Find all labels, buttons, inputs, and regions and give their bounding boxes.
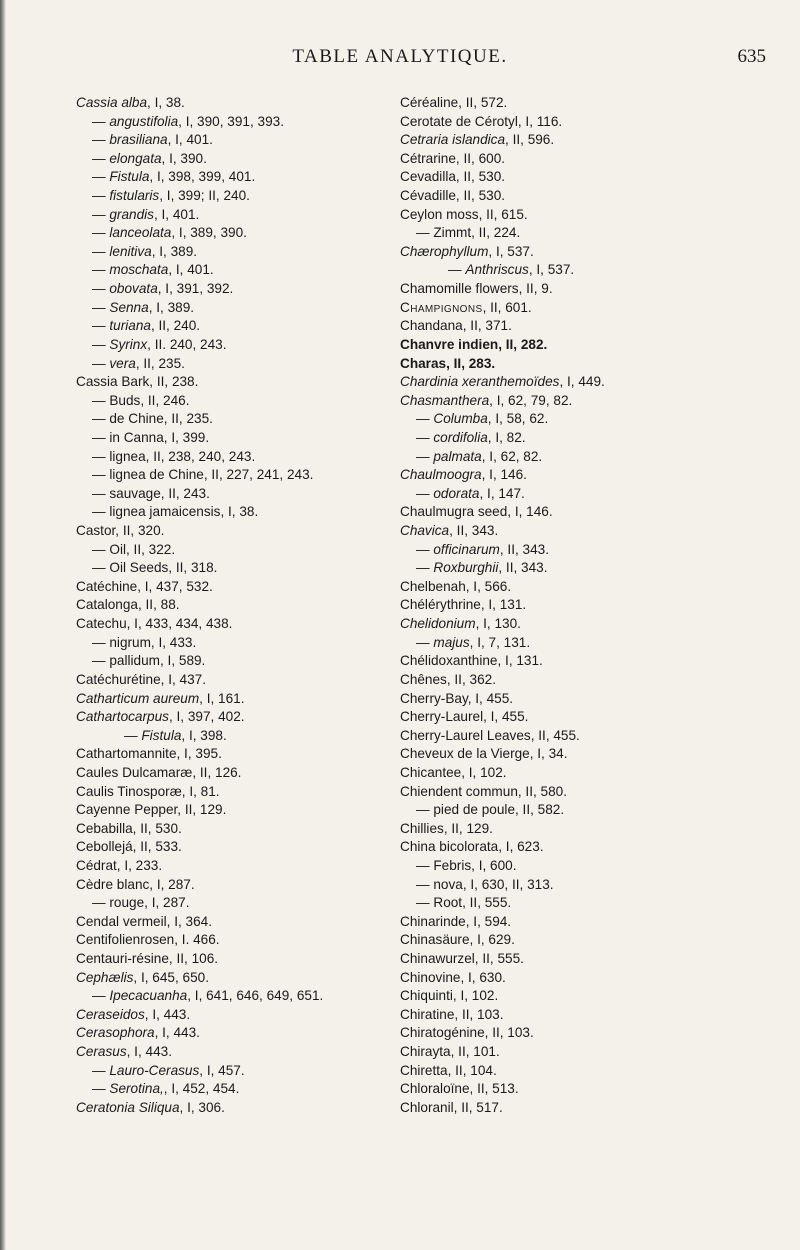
index-text: Centifolienrosen, I. 466. [76, 932, 220, 948]
index-entry [76, 410, 396, 429]
index-text: Chicantee, I, 102. [400, 764, 507, 780]
index-text: Chênes, II, 362. [400, 671, 496, 687]
index-term-italic: lenitiva [109, 243, 152, 259]
index-entry [76, 950, 396, 969]
index-text: — [92, 299, 110, 315]
index-term-italic: lanceolata [109, 225, 172, 241]
index-text: , I, 38. [147, 95, 185, 110]
index-entry [400, 764, 780, 783]
index-text: Chiratine, II, 103. [400, 1006, 504, 1022]
index-text: China bicolorata, I, 623. [400, 839, 544, 855]
index-text: Chinasäure, I, 629. [400, 932, 515, 948]
index-text: , I, 7, 131. [469, 634, 531, 650]
index-text: — [448, 262, 466, 278]
index-text: Chloraloïne, II, 513. [400, 1081, 519, 1097]
index-entry [400, 410, 780, 429]
index-entry [400, 634, 780, 653]
index-entry [76, 150, 396, 169]
index-term-italic: Fistula [141, 727, 182, 743]
index-entry [400, 187, 780, 206]
index-text: , I, 457. [199, 1062, 245, 1078]
index-term-italic: moschata [109, 262, 169, 278]
index-entry [76, 783, 396, 802]
index-text: Caulis Tinosporæ, I, 81. [76, 783, 220, 799]
index-text: — sauvage, II, 243. [92, 485, 210, 501]
index-entry [400, 857, 780, 876]
index-text: Chélidoxanthine, I, 131. [400, 653, 543, 669]
index-text: — lignea, II, 238, 240, 243. [92, 448, 256, 464]
index-entry [76, 1043, 396, 1062]
index-entry [400, 596, 780, 615]
index-text: Charas, II, 283. [400, 355, 496, 371]
index-term-italic: majus [433, 634, 470, 650]
index-text: — [92, 336, 110, 352]
index-text: Chloranil, II, 517. [400, 1099, 503, 1115]
index-text: Cerotate de Cérotyl, I, 116. [400, 113, 563, 129]
index-text: , I, 390. [161, 150, 207, 166]
index-text: Chinarinde, I, 594. [400, 913, 512, 929]
index-entry [76, 745, 396, 764]
index-entry [76, 1062, 396, 1081]
index-term-italic: vera [109, 355, 136, 371]
index-text: Chiendent commun, II, 580. [400, 783, 567, 799]
index-text: Céréaline, II, 572. [400, 95, 508, 110]
index-entry [400, 931, 780, 950]
index-text: — [416, 634, 434, 650]
index-entry [400, 113, 780, 132]
index-entry [400, 94, 780, 113]
index-entry [76, 299, 396, 318]
index-entry [76, 690, 396, 709]
index-entry [76, 857, 396, 876]
index-entry [76, 168, 396, 187]
index-entry [400, 727, 780, 746]
index-text: , I, 397, 402. [168, 709, 245, 725]
index-text: — [416, 541, 434, 557]
index-text: Centauri-résine, II, 106. [76, 951, 219, 967]
index-text: , I, 82. [487, 429, 526, 445]
index-text: , II, 601. [482, 299, 532, 315]
index-text: , I, 146. [481, 467, 527, 483]
index-text: Chiretta, II, 104. [400, 1062, 497, 1078]
index-text: — [416, 448, 434, 464]
index-text: — [92, 318, 110, 334]
index-entry [76, 578, 396, 597]
index-text: Chandana, II, 371. [400, 318, 512, 334]
index-text: — Febris, I, 600. [416, 857, 517, 873]
index-entry [76, 261, 396, 280]
index-entry [76, 652, 396, 671]
index-text: , II, 343. [498, 560, 548, 576]
index-entry [400, 820, 780, 839]
index-text: , I, 641, 646, 649, 651. [187, 988, 324, 1004]
index-entry [400, 261, 780, 280]
index-entry [400, 783, 780, 802]
index-text: Chiquinti, I, 102. [400, 988, 499, 1004]
index-term-italic: turiana [109, 318, 151, 334]
index-term-italic: elongata [109, 150, 162, 166]
index-text: — [92, 188, 110, 204]
index-entry [400, 485, 780, 504]
index-text: , I, 449. [559, 374, 605, 390]
index-text: Cédrat, I, 233. [76, 857, 163, 873]
index-entry [400, 615, 780, 634]
index-entry [76, 243, 396, 262]
index-entry [400, 969, 780, 988]
index-text: , I, 452, 454. [163, 1081, 240, 1097]
index-entry [76, 913, 396, 932]
index-entry [400, 206, 780, 225]
index-entry [400, 336, 780, 355]
index-term-italic: Catharticum aureum [76, 690, 200, 706]
index-entry [400, 745, 780, 764]
index-text: — nova, I, 630, II, 313. [416, 876, 554, 892]
index-term-italic: Ipecacuanha [109, 988, 188, 1004]
index-term-italic: cordifolia [433, 429, 488, 445]
index-text: , I, 645, 650. [133, 969, 209, 985]
index-text: , II, 235. [135, 355, 185, 371]
index-entry [400, 299, 780, 318]
index-term-italic: Cephælis [76, 969, 134, 985]
index-term-italic: grandis [109, 206, 154, 222]
index-entry [400, 950, 780, 969]
index-entry [76, 485, 396, 504]
index-text: — lignea de Chine, II, 227, 241, 243. [92, 467, 314, 483]
index-text: — [92, 988, 110, 1004]
index-entry [76, 634, 396, 653]
page-number: 635 [737, 46, 766, 67]
index-term-italic: Senna [109, 299, 149, 315]
index-text: Chaulmugra seed, I, 146. [400, 504, 553, 520]
index-entry [76, 559, 396, 578]
index-text: , II, 596. [505, 132, 555, 148]
index-entry [400, 559, 780, 578]
index-term-italic: officinarum [433, 541, 500, 557]
page-header [0, 46, 800, 86]
index-text: Catéchurétine, I, 437. [76, 671, 206, 687]
index-entry [400, 280, 780, 299]
index-text: , I, 443. [126, 1044, 172, 1060]
index-text: Catechu, I, 433, 434, 438. [76, 616, 233, 632]
index-text: , I, 161. [199, 690, 245, 706]
index-text: , I, 389. [148, 299, 195, 315]
index-entry [76, 1099, 396, 1118]
index-text: , I, 306. [179, 1099, 225, 1115]
index-term-italic: Chasmanthera [400, 392, 490, 408]
index-text: Cathartomannite, I, 395. [76, 746, 222, 762]
index-text: Cheveux de la Vierge, I, 34. [400, 746, 568, 762]
index-text: Chanvre indien, II, 282. [400, 336, 548, 352]
index-entry [76, 206, 396, 225]
index-entry [400, 652, 780, 671]
index-entry [76, 503, 396, 522]
index-text: , II, 240. [150, 318, 201, 334]
index-text: — [92, 281, 110, 297]
index-entry [400, 466, 780, 485]
index-text: , I, 130. [475, 616, 521, 632]
index-term-italic: Syrinx [109, 336, 148, 352]
index-text: , I, 399; II, 240. [159, 188, 250, 204]
index-entry [400, 168, 780, 187]
index-entry [400, 243, 780, 262]
index-text: — Oil, II, 322. [92, 541, 176, 557]
index-text: — [92, 113, 110, 129]
index-text: Cévadille, II, 530. [400, 188, 506, 204]
index-term-italic: Chaulmoogra [400, 467, 482, 483]
index-term-italic: Anthriscus [465, 262, 529, 278]
index-entry [400, 671, 780, 690]
index-text: — [124, 727, 142, 743]
index-text: Cassia Bark, II, 238. [76, 374, 199, 390]
index-entry [76, 931, 396, 950]
index-text: — [416, 411, 434, 427]
index-entry [400, 373, 780, 392]
index-entry [76, 429, 396, 448]
index-term-italic: brasiliana [109, 132, 168, 148]
index-text: , I, 401. [167, 132, 213, 148]
index-term-italic: Columba [433, 411, 488, 427]
index-text: — pallidum, I, 589. [92, 653, 206, 669]
running-title: TABLE ANALYTIQUE. [292, 46, 508, 67]
index-entry [400, 131, 780, 150]
index-text: — [92, 132, 110, 148]
index-entry [400, 894, 780, 913]
index-entry [400, 801, 780, 820]
index-entry [76, 280, 396, 299]
index-text: , I, 443. [144, 1006, 191, 1022]
index-entry [400, 429, 780, 448]
index-text: — [92, 355, 110, 371]
index-entry [400, 708, 780, 727]
index-text: — [416, 429, 434, 445]
index-text: — [92, 225, 110, 241]
index-text: Cendal vermeil, I, 364. [76, 913, 213, 929]
index-text: , I, 537. [488, 243, 534, 259]
index-text: , II, 343. [449, 523, 499, 539]
index-text: — [92, 206, 110, 222]
index-text: , I, 390, 391, 393. [178, 113, 284, 129]
index-text: — de Chine, II, 235. [92, 411, 213, 427]
index-text: Chinawurzel, II, 555. [400, 951, 524, 967]
index-entry [400, 150, 780, 169]
index-text: Catéchine, I, 437, 532. [76, 578, 213, 594]
index-entry [76, 113, 396, 132]
index-text: Ceylon moss, II, 615. [400, 206, 528, 222]
index-entry [76, 392, 396, 411]
index-term-italic: Chelidonium [400, 616, 476, 632]
index-text: , I, 443. [154, 1025, 200, 1041]
index-text: , I, 401. [153, 206, 200, 222]
index-entry [400, 317, 780, 336]
index-text: , II, 343. [499, 541, 549, 557]
index-term-italic: Lauro-Cerasus [109, 1062, 200, 1078]
index-entry [400, 522, 780, 541]
index-text: Chillies, II, 129. [400, 820, 493, 836]
index-text: Chiratogénine, II, 103. [400, 1025, 534, 1041]
index-entry [400, 838, 780, 857]
index-entry [400, 448, 780, 467]
index-entry [76, 187, 396, 206]
index-text: — [92, 1062, 110, 1078]
index-entry [400, 690, 780, 709]
index-column-left [76, 94, 396, 1118]
index-term-italic: fistularis [109, 188, 160, 204]
index-entry [76, 801, 396, 820]
index-entry [76, 355, 396, 374]
index-entry [76, 596, 396, 615]
index-text: , I, 389, 390. [171, 225, 247, 241]
index-entry [400, 355, 780, 374]
index-text: Chirayta, II, 101. [400, 1044, 500, 1060]
index-term-italic: Serotina, [109, 1081, 164, 1097]
index-term-italic: Ceraseidos [76, 1006, 145, 1022]
index-entry [400, 987, 780, 1006]
index-entry [400, 1043, 780, 1062]
index-text: — lignea jamaicensis, I, 38. [92, 504, 259, 520]
index-text: Chinovine, I, 630. [400, 969, 506, 985]
index-entry [76, 373, 396, 392]
index-text: , I, 389. [151, 243, 198, 259]
index-entry [400, 541, 780, 560]
index-entry [76, 987, 396, 1006]
index-entry [400, 1006, 780, 1025]
index-entry [76, 820, 396, 839]
index-text: Cétrarine, II, 600. [400, 150, 506, 166]
index-entry [400, 1062, 780, 1081]
index-entry [76, 764, 396, 783]
index-entry [76, 708, 396, 727]
index-term-italic: angustifolia [109, 113, 179, 129]
index-entry [76, 615, 396, 634]
index-text: — in Canna, I, 399. [92, 429, 210, 445]
index-entry [400, 1080, 780, 1099]
index-text: , I, 537. [528, 262, 575, 278]
index-entry [400, 578, 780, 597]
index-text: , I, 62, 82. [481, 448, 543, 464]
index-entry [76, 317, 396, 336]
index-text: Cherry-Laurel Leaves, II, 455. [400, 727, 580, 743]
index-entry [400, 876, 780, 895]
index-text: Cayenne Pepper, II, 129. [76, 802, 227, 818]
index-entry [400, 503, 780, 522]
index-text: Castor, II, 320. [76, 523, 165, 539]
index-text: , I, 398. [181, 727, 227, 743]
index-text: , I, 401. [168, 262, 214, 278]
index-entry [76, 838, 396, 857]
index-text: — [416, 485, 434, 501]
index-text: Chelbenah, I, 566. [400, 578, 512, 594]
index-term-italic: Cerasus [76, 1044, 127, 1060]
index-term-italic: odorata [433, 485, 480, 501]
index-text: , I, 147. [479, 485, 525, 501]
index-entry [76, 969, 396, 988]
index-column-right [400, 94, 780, 1118]
index-text: Cherry-Laurel, I, 455. [400, 709, 529, 725]
index-entry [76, 541, 396, 560]
index-entry [400, 392, 780, 411]
index-entry [400, 224, 780, 243]
index-text: Cebabilla, II, 530. [76, 820, 182, 836]
index-term-italic: Ceratonia Siliqua [76, 1099, 180, 1115]
index-text: Cebollejá, II, 533. [76, 839, 182, 855]
index-term-italic: Fistula [109, 169, 150, 185]
index-entry [400, 1099, 780, 1118]
index-text: — pied de poule, II, 582. [416, 802, 565, 818]
index-text: , I, 398, 399, 401. [149, 169, 256, 185]
index-text: — Oil Seeds, II, 318. [92, 560, 218, 576]
index-entry [76, 522, 396, 541]
binding-edge [0, 0, 6, 1250]
index-term-italic: palmata [433, 448, 482, 464]
index-text: — Zimmt, II, 224. [416, 225, 521, 241]
index-text: — Buds, II, 246. [92, 392, 190, 408]
index-text: , I, 58, 62. [487, 411, 549, 427]
index-term-italic: Cetraria islandica [400, 132, 506, 148]
index-text: , II. 240, 243. [147, 336, 227, 352]
index-entry [76, 727, 396, 746]
index-text: Champignons [400, 299, 483, 315]
index-entry [76, 336, 396, 355]
index-text: Chélérythrine, I, 131. [400, 597, 527, 613]
index-text: — [92, 150, 110, 166]
index-entry [76, 131, 396, 150]
index-text: — [92, 169, 110, 185]
index-entry [76, 94, 396, 113]
index-term-italic: Roxburghii [433, 560, 499, 576]
index-term-italic: Cerasophora [76, 1025, 155, 1041]
index-entry [76, 1024, 396, 1043]
index-entry [76, 1080, 396, 1099]
index-text: Catalonga, II, 88. [76, 597, 180, 613]
index-text: — [92, 262, 110, 278]
index-text: — [92, 1081, 110, 1097]
index-text: — nigrum, I, 433. [92, 634, 197, 650]
index-entry [76, 466, 396, 485]
index-text: , I, 391, 392. [157, 281, 234, 297]
index-entry [400, 1024, 780, 1043]
index-entry [76, 894, 396, 913]
index-text: Caules Dulcamaræ, II, 126. [76, 764, 242, 780]
index-term-italic: Cathartocarpus [76, 709, 169, 725]
index-text: , I, 62, 79, 82. [489, 392, 573, 408]
index-term-italic: obovata [109, 281, 158, 297]
index-entry [76, 1006, 396, 1025]
index-text: Cevadilla, II, 530. [400, 169, 506, 185]
index-term-italic: Cassia alba [76, 95, 148, 110]
index-text: — Root, II, 555. [416, 895, 512, 911]
index-text: — rouge, I, 287. [92, 895, 190, 911]
index-text: — [416, 560, 434, 576]
index-entry [76, 876, 396, 895]
index-text: Cèdre blanc, I, 287. [76, 876, 195, 892]
index-entry [76, 224, 396, 243]
index-text: Chamomille flowers, II, 9. [400, 281, 553, 297]
index-entry [76, 448, 396, 467]
index-entry [76, 671, 396, 690]
index-text: Cherry-Bay, I, 455. [400, 690, 514, 706]
index-term-italic: Chærophyllum [400, 243, 489, 259]
index-term-italic: Chardinia xeranthemoïdes [400, 374, 560, 390]
index-term-italic: Chavica [400, 523, 450, 539]
index-text: — [92, 243, 110, 259]
index-entry [400, 913, 780, 932]
